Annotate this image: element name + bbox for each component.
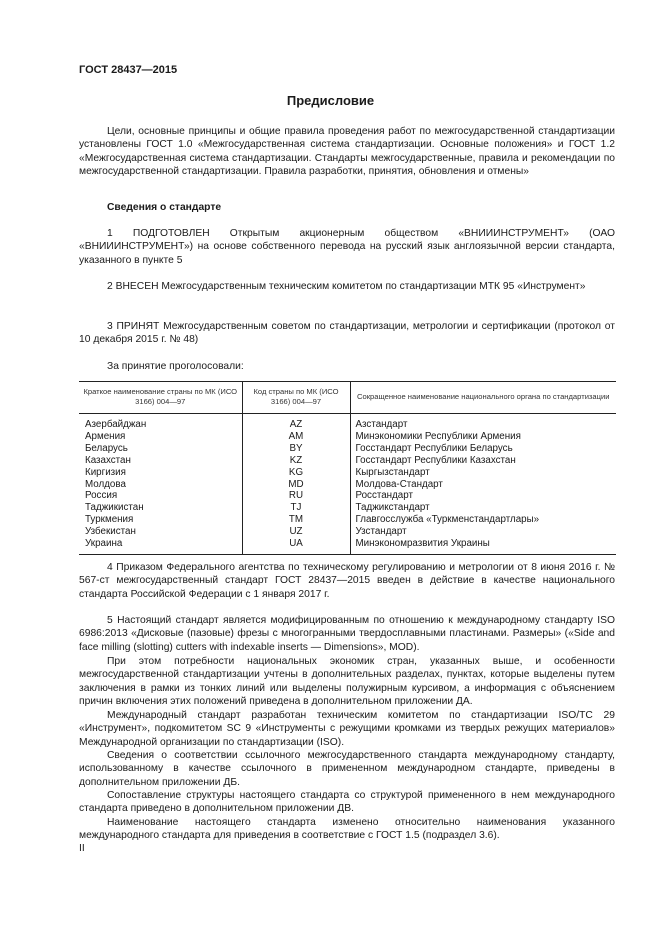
item-1-paragraph: 1 ПОДГОТОВЛЕН Открытым акционерным обществом «ВНИИИНСТРУМЕНТ» (ОАО «ВНИИИНСТРУМЕНТ») на основе собственного перевода на русский язык англоязычной версии стандарта, указанного в пункте 5 <box>79 228 615 266</box>
table-row <box>79 414 616 431</box>
country-code-cell: RU <box>242 490 350 502</box>
table-row <box>79 479 616 491</box>
country-name-cell: Казахстан <box>85 454 131 466</box>
country-name-cell: Молдова <box>85 478 126 490</box>
page-number: II <box>79 843 85 854</box>
table-row <box>79 514 616 526</box>
item-2-paragraph: 2 ВНЕСЕН Межгосударственным техническим комитетом по стандартизации МТК 95 «Инструмент» <box>107 281 586 292</box>
standards-body-cell: Таджикстандарт <box>350 502 616 514</box>
standards-body-cell: Молдова-Стандарт <box>350 479 616 491</box>
table-row <box>79 443 616 455</box>
standards-body-cell: Главгосслужба «Туркменстандартлары» <box>350 514 616 526</box>
item-5-structure-paragraph: Сопоставление структуры настоящего стандарта со структурой примененного в нем международного стандарта приведено в дополнительном приложении ДВ. <box>79 790 615 815</box>
table-row <box>79 467 616 479</box>
standards-body-cell: Госстандарт Республики Казахстан <box>350 455 616 467</box>
section-heading: Сведения о стандарте <box>107 202 222 213</box>
country-code-cell: TM <box>242 514 350 526</box>
table-row <box>79 526 616 538</box>
header-standards-body: Сокращенное наименование национального органа по стандартизации <box>350 382 616 414</box>
table-row <box>79 455 616 467</box>
country-name-cell: Армения <box>85 430 126 442</box>
table-header-row <box>79 382 616 414</box>
table-row <box>79 431 616 443</box>
item-5-developer-paragraph: Международный стандарт разработан техническим комитетом по стандартизации ISO/TC 29 «Инструмент», подкомитетом SC 9 «Инструменты с режущими кромками из твердых режущих материалов» Международной организации по стандартизации (ISO). <box>79 710 615 748</box>
voting-countries-table <box>79 381 616 555</box>
vote-label: За принятие проголосовали: <box>107 361 244 372</box>
standards-body-cell: Минэкономразвития Украины <box>350 538 616 554</box>
header-country-code: Код страны по МК (ИСО 3166) 004—97 <box>242 382 350 414</box>
country-name-cell: Киргизия <box>85 466 126 478</box>
document-code: ГОСТ 28437—2015 <box>79 64 178 76</box>
country-code-cell: UA <box>242 538 350 554</box>
item-5-national-needs-paragraph: При этом потребности национальных экономик стран, указанных выше, и особенности межгосударственной стандартизации учтены в дополнительных разделах, пунктах, которые выделены путем заключения в рамки из тонких линий или выделены полужирным курсивом, а информация с объяснением причин включения этих положений приведена в дополнительном приложении ДА. <box>79 656 615 708</box>
country-code-cell: MD <box>242 479 350 491</box>
table-row <box>79 538 616 554</box>
standards-body-cell: Кыргызстандарт <box>350 467 616 479</box>
item-5-paragraph: 5 Настоящий стандарт является модифицированным по отношению к международному стандарту ISO 6986:2013 «Дисковые (пазовые) фрезы с многогранными твердосплавными пластинами. Размеры» («Side and face milling (slotting) cutters with indexable inserts — Dimensions», MOD). <box>79 615 615 653</box>
country-name-cell: Узбекистан <box>85 526 136 538</box>
item-5-title-change-paragraph: Наименование настоящего стандарта изменено относительно наименования указанного международного стандарта для приведения в соответствие с ГОСТ 1.5 (подраздел 3.6). <box>79 817 615 842</box>
country-code-cell: KZ <box>242 455 350 467</box>
standards-body-cell: Госстандарт Республики Беларусь <box>350 443 616 455</box>
country-code-cell: UZ <box>242 526 350 538</box>
country-name-cell: Таджикистан <box>85 502 144 514</box>
table-row <box>79 490 616 502</box>
page-title: Предисловие <box>286 93 375 108</box>
country-code-cell: TJ <box>242 502 350 514</box>
standards-body-cell: Азстандарт <box>350 414 616 431</box>
country-code-cell: AZ <box>242 414 350 431</box>
country-name-cell: Азербайджан <box>85 419 147 430</box>
country-code-cell: AM <box>242 431 350 443</box>
country-code-cell: KG <box>242 467 350 479</box>
standards-body-cell: Росстандарт <box>350 490 616 502</box>
country-code-cell: BY <box>242 443 350 455</box>
item-3-paragraph: 3 ПРИНЯТ Межгосударственным советом по стандартизации, метрологии и сертификации (протокол от 10 декабря 2015 г. № 48) <box>79 321 615 346</box>
country-name-cell: Беларусь <box>85 442 128 454</box>
country-name-cell: Украина <box>79 538 242 554</box>
country-name-cell: Россия <box>85 490 118 502</box>
item-5-references-paragraph: Сведения о соответствии ссылочного межгосударственного стандарта международному стандарту, использованному в качестве ссылочного в примененном международном стандарте, приведены в дополнительном приложении ДБ. <box>79 750 615 788</box>
table-row <box>79 502 616 514</box>
country-name-cell: Туркмения <box>85 514 134 526</box>
header-country-name: Краткое наименование страны по МК (ИСО 3166) 004—97 <box>79 382 242 414</box>
item-4-paragraph: 4 Приказом Федерального агентства по техническому регулированию и метрологии от 8 июня 2016 г. № 567-ст межгосударственный стандарт ГОСТ 28437—2015 введен в действие в качестве национального стандарта Российской Федерации с 1 января 2017 г. <box>79 562 615 600</box>
intro-paragraph: Цели, основные принципы и общие правила проведения работ по межгосударственной стандартизации установлены ГОСТ 1.0 «Межгосударственная система стандартизации. Основные положения» и ГОСТ 1.2 «Межгосударственная система стандартизации. Стандарты межгосударственные, правила и рекомендации по межгосударственной стандартизации. Правила разработки, принятия, обновления и отмены» <box>79 126 615 178</box>
standards-body-cell: Узстандарт <box>350 526 616 538</box>
standards-body-cell: Минэкономики Республики Армения <box>350 431 616 443</box>
